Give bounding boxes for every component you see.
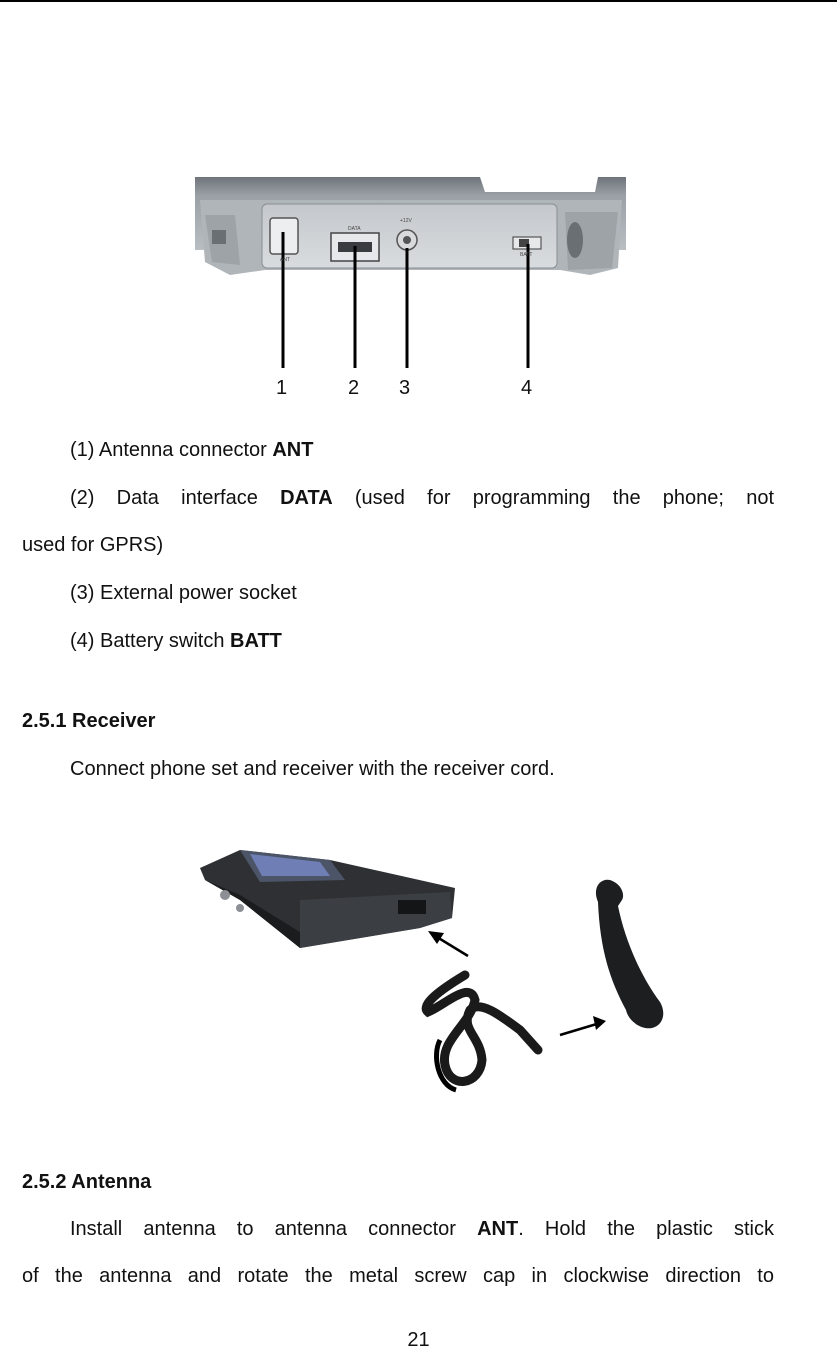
receiver-heading: 2.5.1 Receiver (22, 710, 156, 732)
item-4-bold: BATT (230, 630, 282, 652)
antenna-line-2: of the antenna and rotate the metal screw cap in clockwise direction to (22, 1265, 774, 1287)
item-1-text: (1) Antenna connector (70, 439, 273, 461)
callout-4: 4 (521, 377, 533, 399)
antenna-line-1-text: Install antenna to antenna connector (70, 1218, 478, 1240)
handset-shape (596, 880, 663, 1029)
item-4 (70, 629, 282, 653)
item-1 (70, 438, 313, 462)
item-3: (3) External power socket (70, 582, 297, 604)
item-2-suffix: (used for programming the phone; not (332, 487, 775, 509)
receiver-body: Connect phone set and receiver with the receiver cord. (70, 758, 555, 780)
receiver-figure (0, 840, 837, 1110)
panel-label-ant: ANT (280, 257, 290, 263)
page-number: 21 (407, 1329, 430, 1351)
antenna-line-1-suffix: . Hold the plastic stick (518, 1218, 774, 1240)
callout-2: 2 (348, 377, 360, 399)
callout-3: 3 (399, 377, 411, 399)
callout-1: 1 (276, 377, 288, 399)
antenna-heading: 2.5.2 Antenna (22, 1171, 152, 1193)
panel-label-batt: BATT (520, 252, 533, 258)
receiver-cord-shape (426, 975, 538, 1081)
item-2-bold: DATA (280, 487, 333, 509)
panel-label-power: +12V (400, 218, 412, 224)
rear-panel-figure (0, 0, 837, 420)
antenna-line-1-bold: ANT (477, 1218, 519, 1240)
item-4-text: (4) Battery switch (70, 630, 231, 652)
antenna-line-1 (22, 1217, 774, 1241)
panel-label-data: DATA (348, 226, 361, 232)
item-1-bold: ANT (272, 439, 314, 461)
item-2-continuation: used for GPRS) (22, 534, 164, 556)
item-2-text: (2) Data interface (70, 487, 281, 509)
item-2 (22, 486, 774, 510)
